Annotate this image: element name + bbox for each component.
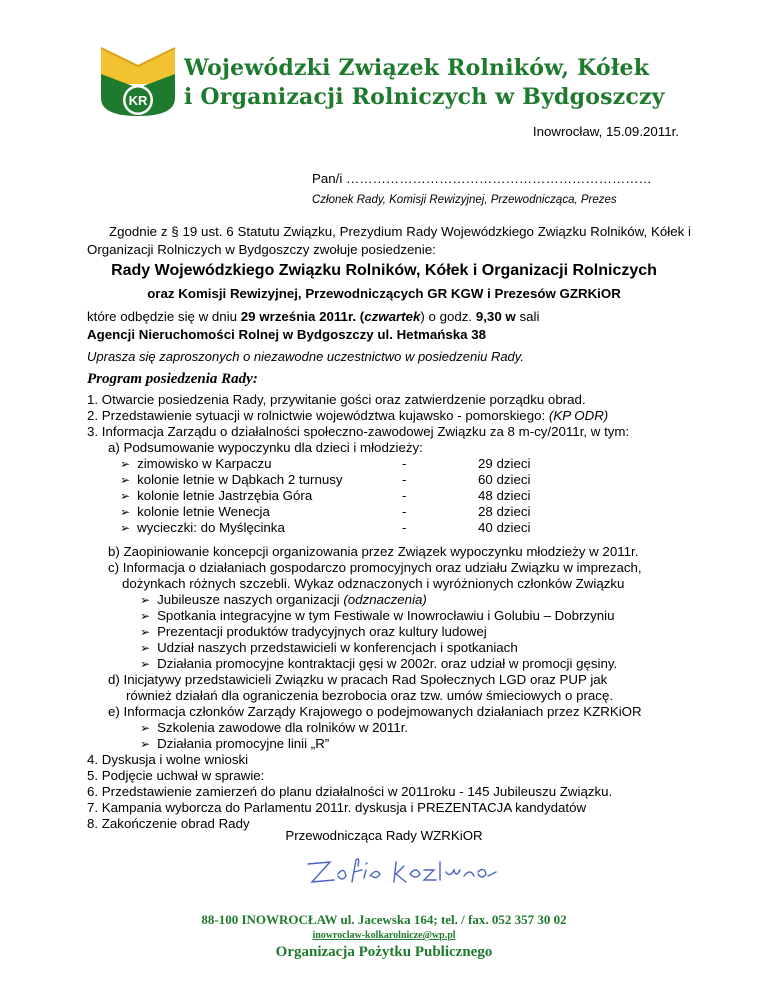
e-bullet-item xyxy=(140,720,408,736)
e-bullet-text: Działania promocyjne linii „R” xyxy=(157,736,330,751)
bullet-arrow-icon: ➢ xyxy=(140,641,151,655)
program-item-1: 1. Otwarcie posiedzenia Rady, przywitanie gości oraz zatwierdzenie porządku obrad. xyxy=(87,392,586,407)
children-row-name: kolonie letnie Wenecja xyxy=(137,504,270,519)
c-bullet-item xyxy=(140,592,427,608)
bullet-arrow-icon: ➢ xyxy=(120,521,131,535)
c-bullet-text: Jubileusze naszych organizacji xyxy=(157,592,344,607)
program-item-3c: c) Informacja o działaniach gospodarczo promocyjnych oraz udziału Związku w imprezach, xyxy=(108,560,642,575)
children-row-name: zimowisko w Karpaczu xyxy=(137,456,272,471)
c-bullet-item xyxy=(140,608,615,624)
meeting-time: 9,30 w xyxy=(475,309,516,324)
program-item-3b: b) Zaopiniowanie koncepcji organizowania przez Związek wypoczynku młodzieży w 2011r. xyxy=(108,544,639,559)
bullet-arrow-icon: ➢ xyxy=(120,473,131,487)
meeting-text-3: ) o godz. xyxy=(420,309,476,324)
logo-text: KR xyxy=(128,93,148,108)
signer-title: Przewodnicząca Rady WZRKiOR xyxy=(285,828,483,843)
program-item-3d: d) Inicjatywy przedstawicieli Związku w pracach Rad Społecznych LGD oraz PUP jak xyxy=(108,672,608,687)
bullet-arrow-icon: ➢ xyxy=(140,593,151,607)
c-bullet-text: Działania promocyjne kontraktacji gęsi w 2002r. oraz udział w promocji gęsiny. xyxy=(157,656,618,671)
c-bullet-italic: (odznaczenia) xyxy=(343,592,427,607)
addressee-subtitle: Członek Rady, Komisji Rewizyjnej, Przewodnicząca, Prezes xyxy=(312,194,617,206)
c-bullet-item xyxy=(140,640,518,656)
children-row-name: kolonie letnie Jastrzębia Góra xyxy=(137,488,313,503)
footer-email-link[interactable]: inowroclaw-kolkarolnicze@wp.pl xyxy=(312,930,456,941)
program-item-7: 7. Kampania wyborcza do Parlamentu 2011r. dyskusja i PREZENTACJA kandydatów xyxy=(87,800,587,815)
bullet-arrow-icon: ➢ xyxy=(140,737,151,751)
bullet-arrow-icon: ➢ xyxy=(120,489,131,503)
program-item-8: 8. Zakończenie obrad Rady xyxy=(87,816,250,831)
bullet-arrow-icon: ➢ xyxy=(140,625,151,639)
intro-paragraph: Zgodnie z § 19 ust. 6 Statutu Związku, Prezydium Rady Wojewódzkiego Związku Rolników, Kółek i Organizacji Rolniczych w Bydgoszczy zwołuje posiedzenie: xyxy=(87,224,691,257)
program-item-3c-cont: dożynkach różnych szczebli. Wykaz odznaczonych i wyróżnionych członków Związku xyxy=(122,576,625,591)
c-bullet-item xyxy=(140,624,487,640)
e-bullet-item xyxy=(140,736,329,752)
handwritten-signature xyxy=(300,852,500,892)
children-row-count: 48 dzieci xyxy=(478,488,531,503)
bullet-arrow-icon: ➢ xyxy=(140,657,151,671)
addressee-line: Pan/i …………………………………………………………… xyxy=(312,171,652,186)
children-row-dash: - xyxy=(402,520,407,535)
organization-logo xyxy=(97,44,179,118)
organization-name xyxy=(184,54,665,112)
meeting-date: 29 września 2011r. xyxy=(240,309,357,324)
children-row-count: 40 dzieci xyxy=(478,520,531,535)
program-title: Program posiedzenia Rady: xyxy=(87,371,258,387)
children-row-dash: - xyxy=(402,488,407,503)
bullet-arrow-icon: ➢ xyxy=(120,457,131,471)
children-row-name: wycieczki: do Myślęcinka xyxy=(137,520,285,535)
program-item-5: 5. Podjęcie uchwał w sprawie: xyxy=(87,768,265,783)
program-item-3e: e) Informacja członków Zarządy Krajowego o podejmowanych działaniach przez KZRKiOR xyxy=(108,704,642,719)
organization-name-line2: i Organizacji Rolniczych w Bydgoszczy xyxy=(184,84,665,110)
organization-name-line1: Wojewódzki Związek Rolników, Kółek xyxy=(184,55,650,81)
c-bullet-text: Udział naszych przedstawicieli w konferencjach i spotkaniach xyxy=(157,640,518,655)
children-row-dash: - xyxy=(402,504,407,519)
program-item-2-text: 2. Przedstawienie sytuacji w rolnictwie województwa kujawsko - pomorskiego: xyxy=(87,408,549,423)
program-item-2-italic: (KP ODR) xyxy=(548,408,609,423)
meeting-place: Agencji Nieruchomości Rolnej w Bydgoszczy ul. Hetmańska 38 xyxy=(87,327,487,342)
meeting-details xyxy=(87,308,691,344)
meeting-subheading: oraz Komisji Rewizyjnej, Przewodniczących GR KGW i Prezesów GZRKiOR xyxy=(147,286,621,301)
program-item-2 xyxy=(87,408,608,424)
children-row-dash: - xyxy=(402,456,407,471)
meeting-text-2: ( xyxy=(356,309,365,324)
meeting-heading: Rady Wojewódzkiego Związku Rolników, Kółek i Organizacji Rolniczych xyxy=(111,262,657,279)
invitation-note: Uprasza się zaproszonych o niezawodne uczestnictwo w posiedzeniu Rady. xyxy=(87,349,524,364)
c-bullet-text: Prezentacji produktów tradycyjnych oraz kultury ludowej xyxy=(157,624,487,639)
footer-status: Organizacja Pożytku Publicznego xyxy=(275,944,493,960)
c-bullet-item xyxy=(140,656,617,672)
meeting-text-4: sali xyxy=(515,309,540,324)
c-bullet-text: Spotkania integracyjne w tym Festiwale w Inowrocławiu i Golubiu – Dobrzyniu xyxy=(157,608,615,623)
children-row-count: 29 dzieci xyxy=(478,456,531,471)
program-item-3: 3. Informacja Zarządu o działalności społeczno-zawodowej Związku za 8 m-cy/2011r, w tym: xyxy=(87,424,630,439)
bullet-arrow-icon: ➢ xyxy=(120,505,131,519)
program-item-6: 6. Przedstawienie zamierzeń do planu działalności w 2011roku - 145 Jubileuszu Związku. xyxy=(87,784,613,799)
program-item-3a: a) Podsumowanie wypoczynku dla dzieci i młodzieży: xyxy=(108,440,423,455)
bullet-arrow-icon: ➢ xyxy=(140,721,151,735)
children-row-name: kolonie letnie w Dąbkach 2 turnusy xyxy=(137,472,343,487)
meeting-weekday: czwartek xyxy=(364,309,421,324)
footer-address: 88-100 INOWROCŁAW ul. Jacewska 164; tel. / fax. 052 357 30 02 xyxy=(201,912,567,927)
children-row-dash: - xyxy=(402,472,407,487)
e-bullet-text: Szkolenia zawodowe dla rolników w 2011r. xyxy=(157,720,409,735)
letter-date: Inowrocław, 15.09.2011r. xyxy=(532,124,679,139)
children-row-count: 60 dzieci xyxy=(478,472,531,487)
program-item-3d-cont: również działań dla ograniczenia bezrobocia oraz tzw. umów śmieciowych o pracę. xyxy=(126,688,614,703)
program-item-4: 4. Dyskusja i wolne wnioski xyxy=(87,752,249,767)
meeting-text-1: które odbędzie się w dniu xyxy=(87,309,241,324)
bullet-arrow-icon: ➢ xyxy=(140,609,151,623)
children-row-count: 28 dzieci xyxy=(478,504,531,519)
